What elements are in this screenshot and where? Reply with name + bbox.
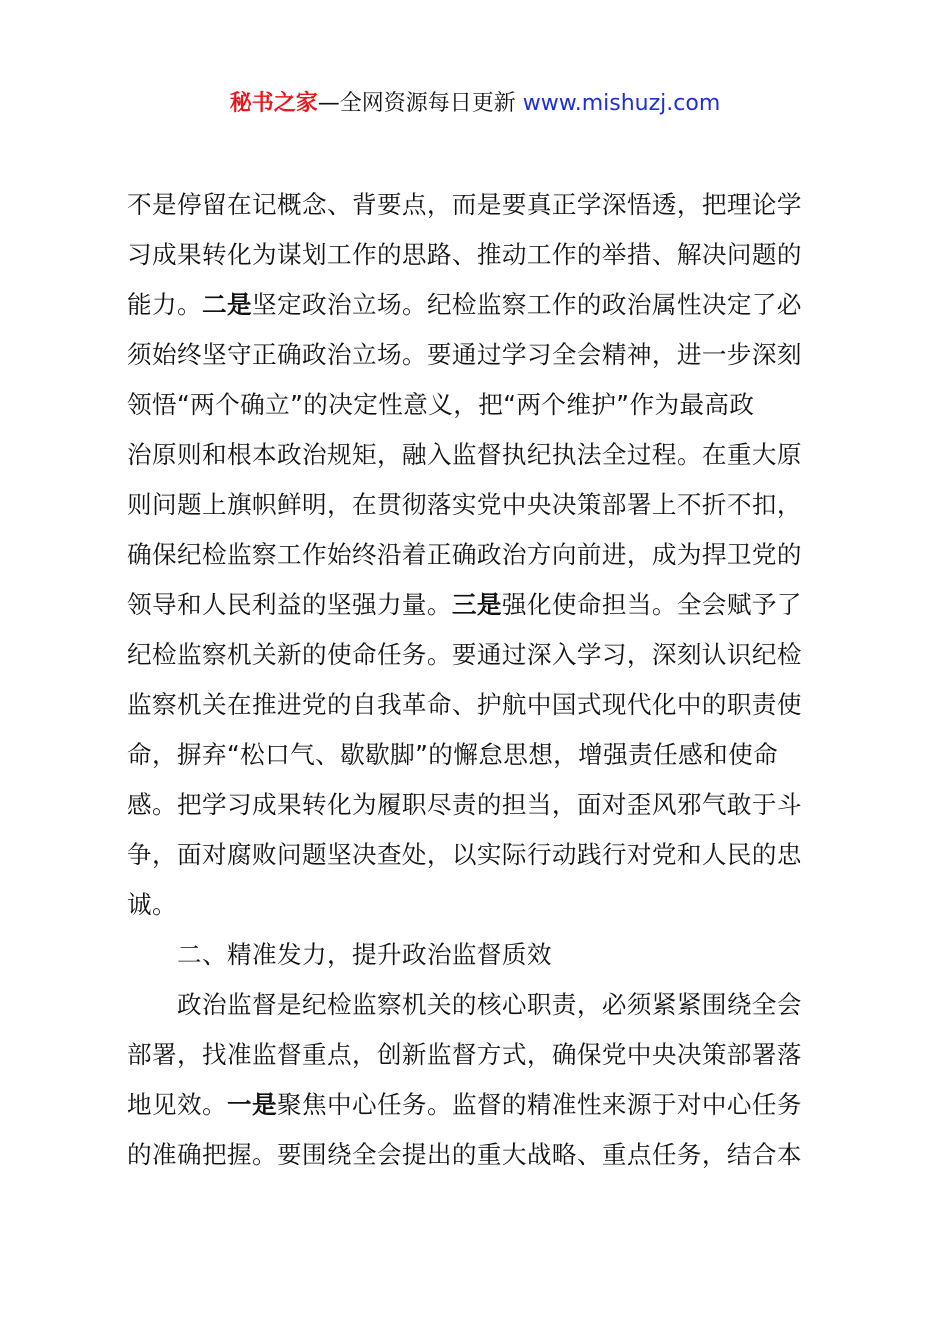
text-segment: 聚焦中心任务。监督的精准性来源于对中心任务	[276, 1090, 802, 1119]
text-line: 命，摒弃“松口气、歇歇脚”的懈怠思想，增强责任感和使命	[127, 740, 779, 769]
bold-marker: 二是	[201, 290, 252, 319]
text-segment: 强化使命担当。全会赋予了	[501, 590, 802, 619]
text-line	[127, 580, 832, 630]
bold-marker: 三是	[451, 590, 502, 619]
text-line: 则问题上旗帜鲜明，在贯彻落实党中央决策部署上不折不扣，	[127, 490, 802, 519]
text-segment: 地见效。	[127, 1090, 227, 1119]
text-line: 确保纪检监察工作始终沿着正确政治方向前进，成为捍卫党的	[127, 540, 802, 569]
section-heading: 二、精准发力，提升政治监督质效	[177, 940, 552, 969]
page-header	[0, 88, 950, 120]
text-segment: 能力。	[127, 290, 202, 319]
text-line: 治原则和根本政治规矩，融入监督执纪执法全过程。在重大原	[127, 440, 802, 469]
brand-name: 秘书之家	[229, 91, 318, 116]
text-line	[127, 1080, 832, 1130]
text-segment: 坚定政治立场。纪检监察工作的政治属性决定了必	[251, 290, 802, 319]
text-line: 部署，找准监督重点，创新监督方式，确保党中央决策部署落	[127, 1040, 802, 1069]
text-line: 监察机关在推进党的自我革命、护航中国式现代化中的职责使	[127, 690, 802, 719]
text-line: 领悟“两个确立”的决定性意义，把“两个维护”作为最高政	[127, 390, 755, 419]
text-line: 纪检监察机关新的使命任务。要通过深入学习，深刻认识纪检	[127, 640, 802, 669]
site-url-link[interactable]: www.mishuzj.com	[522, 91, 721, 116]
header-tagline: —全网资源每日更新	[317, 91, 516, 116]
bold-marker: 一是	[226, 1090, 277, 1119]
text-line: 不是停留在记概念、背要点，而是要真正学深悟透，把理论学	[127, 190, 802, 219]
text-line: 的准确把握。要围绕全会提出的重大战略、重点任务，结合本	[127, 1140, 802, 1169]
document-body	[127, 180, 832, 1180]
text-line: 争，面对腐败问题坚决查处，以实际行动践行对党和人民的忠	[127, 840, 802, 869]
text-line: 习成果转化为谋划工作的思路、推动工作的举措、解决问题的	[127, 240, 802, 269]
text-line	[127, 280, 832, 330]
text-line: 诚。	[127, 890, 177, 919]
text-line: 须始终坚守正确政治立场。要通过学习全会精神，进一步深刻	[127, 340, 802, 369]
text-segment: 领导和人民利益的坚强力量。	[127, 590, 452, 619]
text-line: 感。把学习成果转化为履职尽责的担当，面对歪风邪气敢于斗	[127, 790, 802, 819]
text-line: 政治监督是纪检监察机关的核心职责，必须紧紧围绕全会	[177, 990, 802, 1019]
